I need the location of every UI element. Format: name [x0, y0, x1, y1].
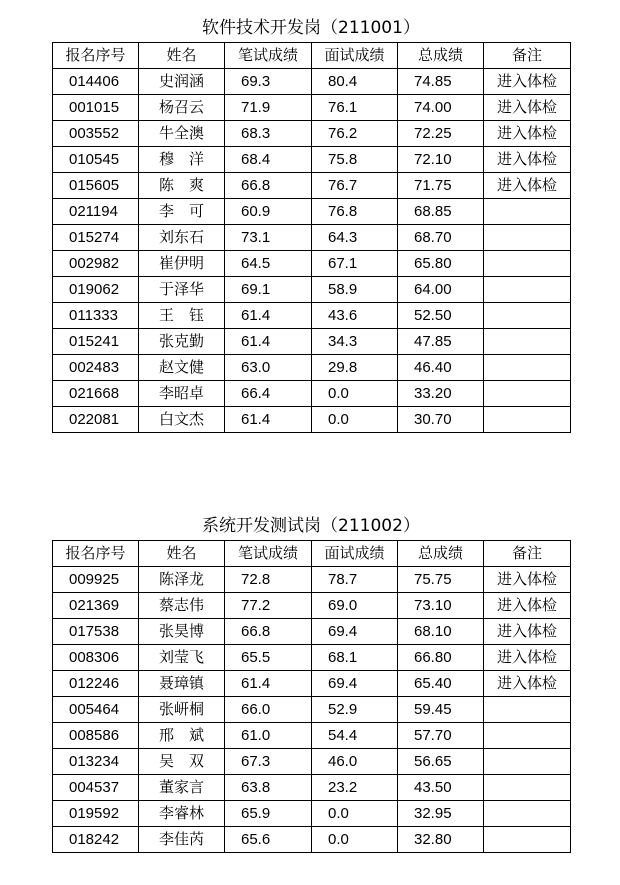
- cell-written-score: 65.5: [225, 645, 312, 671]
- cell-written-score: 64.5: [225, 251, 312, 277]
- cell-interview-score: 80.4: [312, 69, 398, 95]
- cell-name: 李 可: [139, 199, 225, 225]
- cell-name: 邢 斌: [139, 723, 225, 749]
- cell-reg-no: 005464: [53, 697, 139, 723]
- cell-total-score: 32.80: [398, 827, 484, 853]
- cell-remarks: 进入体检: [484, 619, 571, 645]
- cell-total-score: 59.45: [398, 697, 484, 723]
- cell-name: 穆 洋: [139, 147, 225, 173]
- cell-interview-score: 23.2: [312, 775, 398, 801]
- table-row: [53, 199, 571, 225]
- cell-name: 白文杰: [139, 407, 225, 433]
- cell-total-score: 68.70: [398, 225, 484, 251]
- cell-total-score: 71.75: [398, 173, 484, 199]
- cell-remarks: [484, 801, 571, 827]
- cell-reg-no: 009925: [53, 567, 139, 593]
- cell-reg-no: 010545: [53, 147, 139, 173]
- cell-reg-no: 017538: [53, 619, 139, 645]
- cell-remarks: 进入体检: [484, 95, 571, 121]
- cell-reg-no: 003552: [53, 121, 139, 147]
- cell-reg-no: 012246: [53, 671, 139, 697]
- section-system-test: [52, 512, 570, 853]
- header-interview-score: 面试成绩: [312, 43, 398, 69]
- cell-reg-no: 011333: [53, 303, 139, 329]
- cell-remarks: [484, 225, 571, 251]
- cell-written-score: 61.4: [225, 407, 312, 433]
- cell-total-score: 47.85: [398, 329, 484, 355]
- cell-written-score: 63.0: [225, 355, 312, 381]
- cell-reg-no: 013234: [53, 749, 139, 775]
- cell-total-score: 43.50: [398, 775, 484, 801]
- cell-name: 董家言: [139, 775, 225, 801]
- cell-remarks: 进入体检: [484, 567, 571, 593]
- cell-reg-no: 015274: [53, 225, 139, 251]
- table-row: [53, 801, 571, 827]
- cell-name: 李昭卓: [139, 381, 225, 407]
- cell-remarks: [484, 697, 571, 723]
- header-row: [53, 541, 571, 567]
- cell-interview-score: 34.3: [312, 329, 398, 355]
- cell-remarks: 进入体检: [484, 593, 571, 619]
- cell-name: 于泽华: [139, 277, 225, 303]
- table-body-software-dev: [53, 69, 571, 433]
- cell-total-score: 33.20: [398, 381, 484, 407]
- cell-interview-score: 76.7: [312, 173, 398, 199]
- cell-name: 刘东石: [139, 225, 225, 251]
- cell-total-score: 52.50: [398, 303, 484, 329]
- cell-remarks: [484, 303, 571, 329]
- cell-reg-no: 015241: [53, 329, 139, 355]
- table-title-software-dev: 软件技术开发岗（211001）: [202, 18, 420, 38]
- cell-written-score: 68.4: [225, 147, 312, 173]
- cell-name: 牛全澳: [139, 121, 225, 147]
- cell-remarks: 进入体检: [484, 69, 571, 95]
- cell-reg-no: 002982: [53, 251, 139, 277]
- cell-remarks: [484, 407, 571, 433]
- cell-reg-no: 021668: [53, 381, 139, 407]
- cell-reg-no: 008586: [53, 723, 139, 749]
- section-software-dev: [52, 14, 570, 433]
- header-total-score: 总成绩: [398, 541, 484, 567]
- cell-written-score: 66.8: [225, 619, 312, 645]
- cell-total-score: 74.85: [398, 69, 484, 95]
- cell-written-score: 65.9: [225, 801, 312, 827]
- cell-written-score: 71.9: [225, 95, 312, 121]
- cell-interview-score: 76.1: [312, 95, 398, 121]
- table-row: [53, 775, 571, 801]
- cell-name: 赵文健: [139, 355, 225, 381]
- header-remarks: 备注: [484, 43, 571, 69]
- cell-interview-score: 76.2: [312, 121, 398, 147]
- cell-interview-score: 0.0: [312, 827, 398, 853]
- cell-written-score: 63.8: [225, 775, 312, 801]
- cell-written-score: 61.4: [225, 303, 312, 329]
- cell-interview-score: 46.0: [312, 749, 398, 775]
- cell-total-score: 30.70: [398, 407, 484, 433]
- cell-written-score: 73.1: [225, 225, 312, 251]
- cell-total-score: 64.00: [398, 277, 484, 303]
- cell-remarks: [484, 199, 571, 225]
- cell-name: 陈 爽: [139, 173, 225, 199]
- header-row: [53, 43, 571, 69]
- table-row: [53, 671, 571, 697]
- table-row: [53, 723, 571, 749]
- cell-remarks: [484, 749, 571, 775]
- cell-interview-score: 69.0: [312, 593, 398, 619]
- cell-reg-no: 008306: [53, 645, 139, 671]
- cell-reg-no: 001015: [53, 95, 139, 121]
- table-row: [53, 593, 571, 619]
- table-row: [53, 147, 571, 173]
- cell-written-score: 66.8: [225, 173, 312, 199]
- cell-interview-score: 67.1: [312, 251, 398, 277]
- table-row: [53, 69, 571, 95]
- cell-written-score: 66.0: [225, 697, 312, 723]
- cell-name: 张克勤: [139, 329, 225, 355]
- cell-written-score: 65.6: [225, 827, 312, 853]
- cell-total-score: 72.10: [398, 147, 484, 173]
- cell-written-score: 69.1: [225, 277, 312, 303]
- table-row: [53, 407, 571, 433]
- cell-total-score: 65.40: [398, 671, 484, 697]
- cell-name: 崔伊明: [139, 251, 225, 277]
- cell-total-score: 73.10: [398, 593, 484, 619]
- header-written-score: 笔试成绩: [225, 43, 312, 69]
- cell-name: 杨召云: [139, 95, 225, 121]
- cell-reg-no: 021194: [53, 199, 139, 225]
- cell-reg-no: 002483: [53, 355, 139, 381]
- cell-reg-no: 019062: [53, 277, 139, 303]
- cell-interview-score: 69.4: [312, 619, 398, 645]
- table-row: [53, 277, 571, 303]
- table-row: [53, 121, 571, 147]
- cell-interview-score: 68.1: [312, 645, 398, 671]
- header-reg-no: 报名序号: [53, 541, 139, 567]
- cell-name: 蔡志伟: [139, 593, 225, 619]
- cell-remarks: [484, 775, 571, 801]
- table-row: [53, 697, 571, 723]
- header-written-score: 笔试成绩: [225, 541, 312, 567]
- cell-remarks: [484, 277, 571, 303]
- table-row: [53, 329, 571, 355]
- cell-remarks: [484, 381, 571, 407]
- table-row: [53, 95, 571, 121]
- header-interview-score: 面试成绩: [312, 541, 398, 567]
- cell-name: 吴 双: [139, 749, 225, 775]
- cell-written-score: 72.8: [225, 567, 312, 593]
- cell-interview-score: 64.3: [312, 225, 398, 251]
- cell-name: 李睿林: [139, 801, 225, 827]
- cell-reg-no: 021369: [53, 593, 139, 619]
- header-name: 姓名: [139, 541, 225, 567]
- cell-written-score: 77.2: [225, 593, 312, 619]
- cell-total-score: 74.00: [398, 95, 484, 121]
- cell-written-score: 61.4: [225, 671, 312, 697]
- table-row: [53, 225, 571, 251]
- cell-remarks: 进入体检: [484, 671, 571, 697]
- table-body-system-test: [53, 567, 571, 853]
- cell-interview-score: 0.0: [312, 407, 398, 433]
- cell-remarks: 进入体检: [484, 645, 571, 671]
- cell-total-score: 56.65: [398, 749, 484, 775]
- cell-interview-score: 0.0: [312, 381, 398, 407]
- cell-remarks: [484, 827, 571, 853]
- table-row: [53, 355, 571, 381]
- cell-written-score: 61.0: [225, 723, 312, 749]
- cell-total-score: 68.10: [398, 619, 484, 645]
- cell-name: 陈泽龙: [139, 567, 225, 593]
- cell-total-score: 57.70: [398, 723, 484, 749]
- cell-name: 聂璋镇: [139, 671, 225, 697]
- cell-total-score: 75.75: [398, 567, 484, 593]
- cell-name: 史润涵: [139, 69, 225, 95]
- cell-reg-no: 019592: [53, 801, 139, 827]
- results-table-system-test: [52, 540, 571, 853]
- cell-remarks: 进入体检: [484, 173, 571, 199]
- header-total-score: 总成绩: [398, 43, 484, 69]
- cell-interview-score: 43.6: [312, 303, 398, 329]
- cell-interview-score: 54.4: [312, 723, 398, 749]
- cell-name: 王 钰: [139, 303, 225, 329]
- table-row: [53, 173, 571, 199]
- cell-interview-score: 58.9: [312, 277, 398, 303]
- cell-reg-no: 015605: [53, 173, 139, 199]
- cell-reg-no: 018242: [53, 827, 139, 853]
- cell-total-score: 72.25: [398, 121, 484, 147]
- cell-interview-score: 76.8: [312, 199, 398, 225]
- cell-interview-score: 52.9: [312, 697, 398, 723]
- table-row: [53, 567, 571, 593]
- cell-remarks: [484, 329, 571, 355]
- cell-remarks: [484, 355, 571, 381]
- cell-total-score: 68.85: [398, 199, 484, 225]
- cell-remarks: 进入体检: [484, 121, 571, 147]
- cell-interview-score: 29.8: [312, 355, 398, 381]
- cell-reg-no: 022081: [53, 407, 139, 433]
- cell-name: 张岍桐: [139, 697, 225, 723]
- cell-interview-score: 75.8: [312, 147, 398, 173]
- cell-written-score: 61.4: [225, 329, 312, 355]
- cell-name: 李佳芮: [139, 827, 225, 853]
- cell-written-score: 67.3: [225, 749, 312, 775]
- cell-remarks: [484, 723, 571, 749]
- cell-interview-score: 78.7: [312, 567, 398, 593]
- table-row: [53, 645, 571, 671]
- cell-name: 张昊博: [139, 619, 225, 645]
- cell-written-score: 69.3: [225, 69, 312, 95]
- cell-reg-no: 014406: [53, 69, 139, 95]
- table-row: [53, 251, 571, 277]
- cell-written-score: 68.3: [225, 121, 312, 147]
- cell-total-score: 66.80: [398, 645, 484, 671]
- table-row: [53, 749, 571, 775]
- cell-name: 刘莹飞: [139, 645, 225, 671]
- cell-total-score: 46.40: [398, 355, 484, 381]
- cell-interview-score: 0.0: [312, 801, 398, 827]
- table-row: [53, 619, 571, 645]
- cell-remarks: [484, 251, 571, 277]
- header-reg-no: 报名序号: [53, 43, 139, 69]
- cell-interview-score: 69.4: [312, 671, 398, 697]
- table-row: [53, 303, 571, 329]
- cell-total-score: 32.95: [398, 801, 484, 827]
- table-row: [53, 827, 571, 853]
- cell-written-score: 66.4: [225, 381, 312, 407]
- header-name: 姓名: [139, 43, 225, 69]
- cell-total-score: 65.80: [398, 251, 484, 277]
- cell-remarks: 进入体检: [484, 147, 571, 173]
- cell-reg-no: 004537: [53, 775, 139, 801]
- table-row: [53, 381, 571, 407]
- table-title-system-test: 系统开发测试岗（211002）: [202, 516, 420, 536]
- header-remarks: 备注: [484, 541, 571, 567]
- results-table-software-dev: [52, 42, 571, 433]
- cell-written-score: 60.9: [225, 199, 312, 225]
